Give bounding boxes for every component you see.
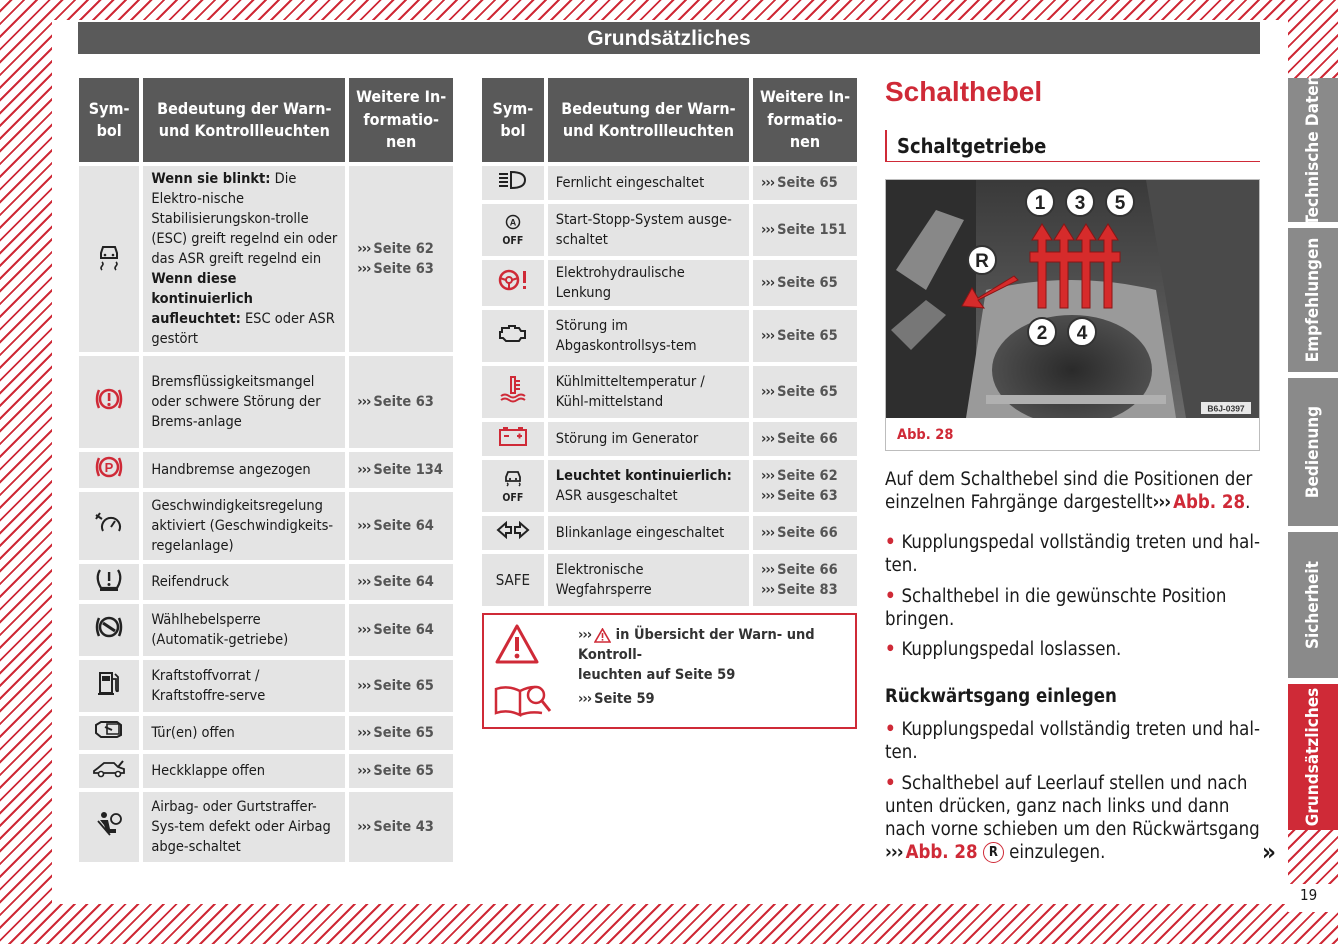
- page-reference-text: Seite 62: [373, 241, 434, 257]
- symbol-cell: [482, 204, 544, 256]
- page-reference-link[interactable]: [357, 460, 445, 480]
- chevron-icon: ›››: [357, 763, 371, 779]
- page-reference-link[interactable]: [357, 676, 445, 696]
- bullet-text: Kupplungspedal vollständig treten und hal-ten.: [885, 532, 1260, 576]
- chevron-icon: ›››: [357, 678, 371, 694]
- table-row: [482, 204, 857, 256]
- page-reference-link[interactable]: [761, 466, 849, 486]
- parking-brake-icon: [94, 454, 124, 486]
- table-row: [79, 792, 453, 862]
- table-row: [79, 604, 453, 656]
- coolant-temperature-icon: [498, 375, 528, 409]
- page-reference-text: Seite 65: [777, 275, 838, 291]
- meaning-text: Leuchtet kontinuierlich:: [555, 468, 732, 484]
- chevron-icon: ›››: [761, 468, 775, 484]
- col-meaning-header: Bedeutung der Warn- und Kontrollleuchten: [548, 78, 749, 162]
- table-row: [482, 366, 857, 418]
- book-ref-link[interactable]: ››› Seite 59: [578, 691, 655, 707]
- chevron-icon: ›››: [357, 574, 371, 590]
- chevron-icon: ›››: [761, 431, 775, 447]
- warning-lights-table-right: [478, 74, 861, 610]
- symbol-cell: [79, 660, 139, 712]
- battery-generator-icon: [497, 425, 529, 453]
- page-reference-link[interactable]: [761, 486, 849, 506]
- gear-1-label: 1: [1034, 193, 1046, 214]
- symbol-cell: [79, 452, 139, 488]
- bullet-item: • Kupplungspedal vollständig treten und hal-ten.: [885, 719, 1260, 763]
- bullet-text: Kupplungspedal loslassen.: [901, 639, 1122, 660]
- reference-cell: [349, 754, 453, 788]
- page-reference-link[interactable]: [357, 723, 445, 743]
- page-reference-link[interactable]: [357, 620, 445, 640]
- page-reference-link[interactable]: [761, 382, 849, 402]
- reverse-end-text: einzulegen.: [1009, 842, 1106, 863]
- table-row: [79, 356, 453, 448]
- meaning-cell: [548, 204, 749, 256]
- table-row: [482, 310, 857, 362]
- chevron-icon: ›››: [761, 488, 775, 504]
- chevron-icon: ›››: [357, 261, 371, 277]
- page-reference-text: Seite 65: [777, 175, 838, 191]
- reverse-figure-link[interactable]: ››› Abb. 28: [885, 842, 978, 863]
- chevron-icon: ›››: [357, 819, 371, 835]
- page-reference-text: Seite 134: [373, 462, 443, 478]
- reference-cell: [349, 492, 453, 560]
- page-reference-text: Seite 65: [777, 328, 838, 344]
- symbol-cell: [482, 366, 544, 418]
- intro-text: Auf dem Schalthebel sind die Positionen der einzelnen Fahrgänge dargestellt: [885, 469, 1253, 513]
- page-reference-link[interactable]: [357, 516, 445, 536]
- book-reference-icon: [492, 681, 554, 719]
- symbol-cell: [482, 166, 544, 200]
- symbol-cell: [482, 310, 544, 362]
- symbol-label: SAFE: [495, 571, 531, 589]
- intro-figure-link[interactable]: ››› Abb. 28: [1152, 492, 1246, 513]
- meaning-cell: [548, 166, 749, 200]
- reference-cell: [349, 716, 453, 750]
- gear-5-label: 5: [1114, 193, 1126, 214]
- warning-overview-text-2: leuchten auf Seite 59: [578, 667, 736, 683]
- meaning-text: Bremsflüssigkeitsmangel oder schwere Störung der Brems-anlage: [151, 374, 321, 430]
- reverse-gear-badge: R: [983, 842, 1004, 863]
- bullet-text: Kupplungspedal vollständig treten und hal-ten.: [885, 719, 1260, 763]
- meaning-cell: [143, 356, 345, 448]
- reference-cell: [349, 564, 453, 600]
- tab-label: Bedienung: [1303, 405, 1323, 499]
- page-reference-link[interactable]: [761, 173, 849, 193]
- warning-overview-text-1: in Übersicht der Warn- und Kontroll-: [578, 627, 815, 663]
- reference-cell: [349, 660, 453, 712]
- reference-cell: [349, 792, 453, 862]
- chevron-icon: ›››: [357, 622, 371, 638]
- meaning-text: Reifendruck: [151, 574, 229, 590]
- page-reference-link[interactable]: [761, 220, 849, 240]
- chevron-icon: ›››: [357, 241, 371, 257]
- gear-3-label: 3: [1074, 193, 1086, 214]
- page-reference-link[interactable]: [357, 572, 445, 592]
- continue-arrow: »: [1262, 838, 1276, 866]
- meaning-cell: [143, 564, 345, 600]
- door-open-icon: [93, 719, 125, 747]
- gear-4-label: 4: [1076, 323, 1088, 344]
- meaning-cell: [548, 260, 749, 306]
- reference-cell: [349, 356, 453, 448]
- meaning-cell: [548, 366, 749, 418]
- symbol-cell: [79, 716, 139, 750]
- table-row: [79, 660, 453, 712]
- meaning-cell: [143, 754, 345, 788]
- brake-fluid-warning-icon: [94, 386, 124, 418]
- meaning-cell: [143, 492, 345, 560]
- symbol-cell: [79, 492, 139, 560]
- page-reference-text: Seite 63: [777, 488, 838, 504]
- reference-cell: [753, 260, 857, 306]
- reference-cell: [753, 166, 857, 200]
- power-steering-icon: [496, 268, 530, 298]
- gear-shift-photo: [886, 180, 1259, 418]
- tab-grundsaetzliches[interactable]: [1288, 684, 1338, 830]
- section-title: Schalthebel: [885, 76, 1043, 107]
- col-symbol-header: Sym-bol: [482, 78, 544, 162]
- reference-cell: [753, 554, 857, 606]
- meaning-text: Heckklappe offen: [151, 763, 266, 779]
- cruise-control-icon: [94, 509, 124, 543]
- tab-sicherheit[interactable]: [1288, 532, 1338, 678]
- col-symbol-header: Sym-bol: [79, 78, 139, 162]
- bullet-item: • Kupplungspedal vollständig treten und hal-ten.: [885, 532, 1260, 576]
- tab-label: Sicherheit: [1303, 561, 1323, 649]
- chevron-icon: ›››: [761, 275, 775, 291]
- chevron-icon: ›››: [761, 562, 775, 578]
- meaning-text: Störung im Abgaskontrollsys-tem: [555, 318, 697, 354]
- warning-lights-table-left: [75, 74, 457, 866]
- meaning-cell: [143, 716, 345, 750]
- chevron-icon: ›››: [761, 582, 775, 598]
- symbol-cell: [482, 554, 544, 606]
- page-reference-link[interactable]: [761, 560, 849, 580]
- page-reference-text: Seite 65: [373, 678, 434, 694]
- col-meaning-header: Bedeutung der Warn- und Kontrollleuchten: [143, 78, 345, 162]
- figure-code: B6J-0397: [1207, 403, 1245, 414]
- bullet-item: • Schalthebel in die gewünschte Position bringen.: [885, 586, 1227, 630]
- meaning-cell: [143, 660, 345, 712]
- meaning-text: Start-Stopp-System ausge-schaltet: [555, 212, 732, 248]
- bullet-item: • Kupplungspedal loslassen.: [885, 639, 1122, 660]
- warning-triangle-icon: [494, 623, 540, 665]
- chevron-icon: ›››: [761, 222, 775, 238]
- turn-signal-icon: [496, 521, 530, 545]
- tailgate-open-icon: [92, 758, 126, 784]
- airbag-icon: [94, 809, 124, 845]
- book-ref-text: Seite 59: [594, 691, 655, 707]
- meaning-cell: [143, 452, 345, 488]
- subsection-title: Schaltgetriebe: [897, 134, 1047, 158]
- table-row: [79, 754, 453, 788]
- meaning-text: Fernlicht eingeschaltet: [555, 175, 705, 191]
- bullet-item: • Schalthebel auf Leerlauf stellen und nach unten drücken, ganz nach links und dann nach vorne schieben um den Rückwärtsgang ››› Abb. 28 R einzulegen.: [885, 773, 1260, 863]
- page-reference-link[interactable]: [761, 326, 849, 346]
- table-row: [482, 422, 857, 456]
- page-reference-link[interactable]: [357, 392, 445, 412]
- page-reference-link[interactable]: [761, 580, 849, 600]
- meaning-text: Kraftstoffvorrat / Kraftstoffre-serve: [151, 668, 266, 704]
- tab-label: Technische Daten: [1303, 74, 1323, 226]
- page-reference-link[interactable]: [761, 523, 849, 543]
- symbol-cell: [79, 564, 139, 600]
- meaning-text: Wenn diese kontinuierlich aufleuchtet:: [151, 271, 253, 327]
- chevron-icon: ›››: [357, 394, 371, 410]
- symbol-cell: [79, 754, 139, 788]
- table-row: [482, 460, 857, 512]
- page-reference-link[interactable]: [357, 259, 445, 279]
- symbol-cell: [79, 166, 139, 352]
- svg-text:P: P: [104, 460, 114, 475]
- engine-check-icon: [497, 322, 529, 350]
- page-reference-link[interactable]: [357, 239, 445, 259]
- chevron-icon: ›››: [761, 384, 775, 400]
- symbol-cell: [482, 422, 544, 456]
- gear-r-label: R: [975, 251, 989, 272]
- meaning-text: Wenn sie blinkt:: [151, 171, 271, 187]
- table-row: [79, 166, 453, 352]
- chevron-icon: ›››: [761, 328, 775, 344]
- high-beam-icon: [497, 170, 529, 196]
- meaning-text: ASR ausgeschaltet: [555, 488, 678, 504]
- meaning-cell: [548, 310, 749, 362]
- reference-cell: [753, 204, 857, 256]
- meaning-cell: [143, 792, 345, 862]
- tab-label: Grundsätzliches: [1303, 687, 1323, 827]
- page-reference-text: Seite 83: [777, 582, 838, 598]
- reference-cell: [753, 310, 857, 362]
- intro-period: .: [1245, 492, 1251, 513]
- meaning-cell: [143, 166, 345, 352]
- table-row: [482, 554, 857, 606]
- meaning-text: Störung im Generator: [555, 431, 699, 447]
- bullet-text: Schalthebel in die gewünschte Position bringen.: [885, 586, 1227, 630]
- table-row: [79, 716, 453, 750]
- symbol-cell: [482, 516, 544, 550]
- page-reference-text: Seite 66: [777, 562, 838, 578]
- tab-empfehlungen[interactable]: [1288, 228, 1338, 372]
- table-row: [482, 260, 857, 306]
- meaning-cell: [548, 422, 749, 456]
- meaning-text: Wählhebelsperre (Automatik-getriebe): [151, 612, 289, 648]
- page-reference-link[interactable]: [357, 761, 445, 781]
- chevron-icon: ›››: [761, 175, 775, 191]
- page-reference-link[interactable]: [761, 273, 849, 293]
- meaning-text: Die Elektro-nische Stabilisierungskon-trolle (ESC) greift regelnd ein oder das ASR greift regelnd ein: [151, 171, 338, 267]
- meaning-text: Kühlmitteltemperatur / Kühl-mittelstand: [555, 374, 705, 410]
- meaning-text: Airbag- oder Gurtstraffer-Sys-tem defekt oder Airbag abge-schaltet: [151, 799, 331, 855]
- chevron-icon: ›››: [357, 518, 371, 534]
- table-row: [79, 452, 453, 488]
- table-row: [482, 516, 857, 550]
- page-reference-text: Seite 66: [777, 525, 838, 541]
- page-reference-text: Seite 64: [373, 622, 434, 638]
- reference-cell: [349, 452, 453, 488]
- col-more-header: Weitere In-formatio-nen: [753, 78, 857, 162]
- symbol-label: OFF: [502, 235, 524, 247]
- page-number: 19: [1300, 886, 1318, 904]
- chevron-icon: ›››: [357, 462, 371, 478]
- meaning-cell: [548, 554, 749, 606]
- table-row: [79, 492, 453, 560]
- gear-2-label: 2: [1036, 323, 1048, 344]
- page-reference-text: Seite 65: [373, 725, 434, 741]
- meaning-cell: [143, 604, 345, 656]
- page-reference-text: Seite 65: [777, 384, 838, 400]
- page-reference-text: Seite 43: [373, 819, 434, 835]
- table-row: [79, 564, 453, 600]
- esc-off-icon: [501, 469, 525, 493]
- meaning-text: Handbremse angezogen: [151, 462, 311, 478]
- page-reference-text: Seite 64: [373, 574, 434, 590]
- meaning-cell: [548, 460, 749, 512]
- bullet-text: Schalthebel auf Leerlauf stellen und nach unten drücken, ganz nach links und dann nach vorne schieben um den Rückwärtsgang: [885, 773, 1260, 840]
- warning-overview-ref[interactable]: ››› in Übersicht der Warn- und Kontroll- leuchten auf Seite 59: [578, 627, 815, 683]
- chevron-icon: ›››: [357, 725, 371, 741]
- col-more-header: Weitere In-formatio-nen: [349, 78, 453, 162]
- meaning-text: Blinkanlage eingeschaltet: [555, 525, 725, 541]
- figure-caption: Abb. 28: [897, 427, 954, 443]
- reverse-figure-ref: Abb. 28: [905, 842, 978, 863]
- symbol-cell: [79, 792, 139, 862]
- section-header: Grundsätzliches: [78, 22, 1260, 54]
- symbol-cell: [482, 460, 544, 512]
- symbol-cell: [482, 260, 544, 306]
- gear-shift-figure: [885, 179, 1260, 451]
- meaning-text: Elektrohydraulische Lenkung: [555, 265, 685, 301]
- esc-blinking-icon: [96, 241, 122, 277]
- fuel-pump-icon: [96, 669, 122, 703]
- subsection-title-box: [885, 130, 1260, 162]
- tab-bedienung[interactable]: [1288, 378, 1338, 526]
- tab-label: Empfehlungen: [1303, 237, 1323, 363]
- reference-cell: [349, 166, 453, 352]
- page-reference-text: Seite 64: [373, 518, 434, 534]
- symbol-label: OFF: [502, 492, 524, 504]
- reference-cell: [349, 604, 453, 656]
- meaning-text: Tür(en) offen: [151, 725, 235, 741]
- intro-paragraph: [885, 468, 1265, 514]
- tab-technische-daten[interactable]: [1288, 74, 1338, 226]
- table-row: [482, 166, 857, 200]
- symbol-cell: [79, 604, 139, 656]
- meaning-text: ESC oder ASR gestört: [151, 311, 335, 347]
- page-reference-text: Seite 63: [373, 394, 434, 410]
- symbol-cell: [79, 356, 139, 448]
- reference-cell: [753, 460, 857, 512]
- meaning-text: Elektronische Wegfahrsperre: [555, 562, 652, 598]
- svg-text:A: A: [509, 217, 517, 228]
- page-reference-link[interactable]: [761, 429, 849, 449]
- reference-cell: [753, 516, 857, 550]
- start-stop-off-icon: [501, 214, 525, 236]
- page-reference-text: Seite 65: [373, 763, 434, 779]
- meaning-text: Geschwindigkeitsregelung aktiviert (Geschwindigkeits-regelanlage): [151, 498, 334, 554]
- page-reference-text: Seite 66: [777, 431, 838, 447]
- page-reference-text: Seite 63: [373, 261, 434, 277]
- meaning-cell: [548, 516, 749, 550]
- reference-cell: [753, 422, 857, 456]
- reference-cell: [753, 366, 857, 418]
- intro-figure-ref: Abb. 28: [1173, 492, 1246, 513]
- page-reference-text: Seite 151: [777, 222, 847, 238]
- small-warning-icon: [594, 628, 611, 643]
- reverse-gear-heading: Rückwärtsgang einlegen: [885, 686, 1117, 707]
- page-reference-text: Seite 62: [777, 468, 838, 484]
- tire-pressure-icon: [94, 566, 124, 598]
- selector-lever-lock-icon: [94, 614, 124, 646]
- warning-reference-box: [482, 613, 857, 729]
- chevron-icon: ›››: [761, 525, 775, 541]
- page-reference-link[interactable]: [357, 817, 445, 837]
